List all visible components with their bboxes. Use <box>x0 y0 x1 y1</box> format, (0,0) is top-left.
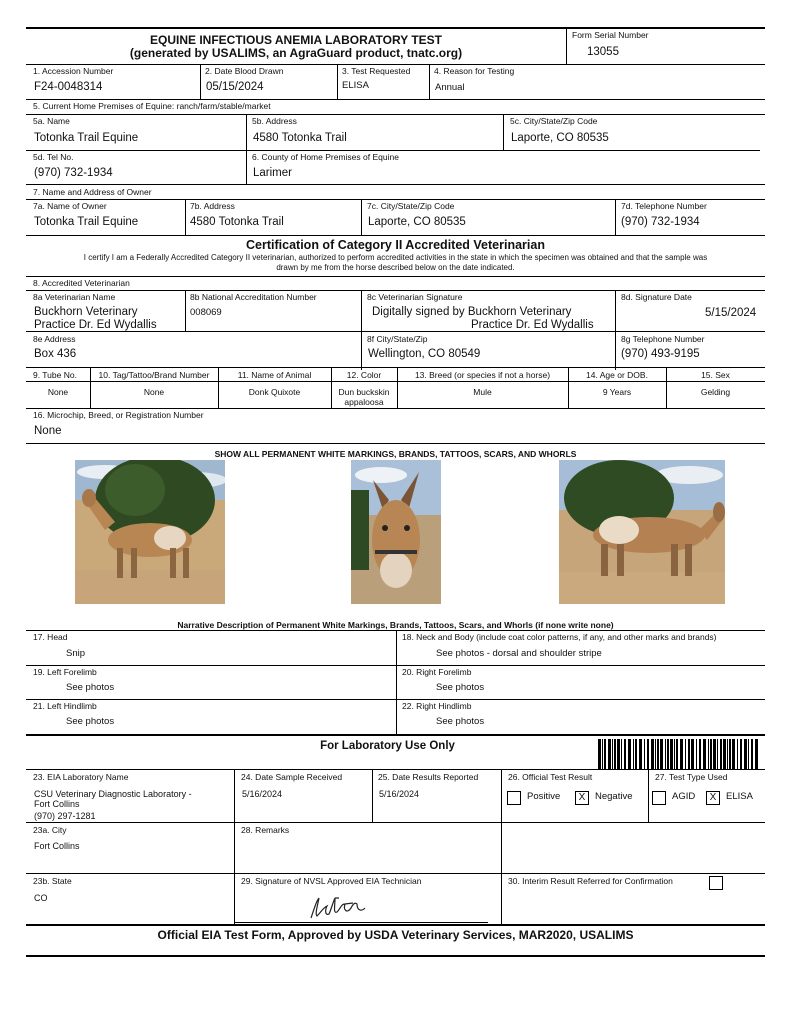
reason-value: Annual <box>435 82 465 93</box>
agid-checkbox[interactable] <box>652 791 666 805</box>
vet-name-label: 8a Veterinarian Name <box>33 292 116 302</box>
reported-label: 25. Date Results Reported <box>378 772 479 782</box>
lab-name-label: 23. EIA Laboratory Name <box>33 772 129 782</box>
animal-name-value: Donk Quixote <box>248 387 301 397</box>
left-forelimb-value: See photos <box>66 682 115 693</box>
vet-signature-label: 8c Veterinarian Signature <box>367 292 463 302</box>
certification-text-2: drawn by me from the horse described below on the date indicated. <box>276 263 515 272</box>
accession-label: 1. Accession Number <box>33 66 114 76</box>
accession-value: F24-0048314 <box>34 81 103 93</box>
county-label: 6. County of Home Premises of Equine <box>252 152 399 162</box>
vet-city-value: Wellington, CO 80549 <box>368 348 481 360</box>
left-hindlimb-label: 21. Left Hindlimb <box>33 701 97 711</box>
blood-drawn-value: 05/15/2024 <box>206 81 264 93</box>
vet-name-line2: Practice Dr. Ed Wydallis <box>34 319 157 331</box>
vet-city-label: 8f City/State/Zip <box>367 334 428 344</box>
serial-value: 13055 <box>587 46 619 58</box>
negative-checkbox[interactable]: X <box>575 791 589 805</box>
positive-checkbox[interactable] <box>507 791 521 805</box>
vet-signature-line1: Digitally signed by Buckhorn Veterinary <box>372 306 572 318</box>
color-label: 12. Color <box>346 370 382 380</box>
neck-body-value: See photos - dorsal and shoulder stripe <box>436 648 602 659</box>
animal-name-label: 11. Name of Animal <box>237 370 312 380</box>
age-label: 14. Age or DOB. <box>586 370 648 380</box>
owner-city-label: 7c. City/State/Zip Code <box>367 201 455 211</box>
vet-address-label: 8e Address <box>33 334 76 344</box>
premises-city-label: 5c. City/State/Zip Code <box>510 116 598 126</box>
signature-date-value: 5/15/2024 <box>705 307 757 319</box>
owner-city-value: Laporte, CO 80535 <box>368 216 466 228</box>
right-forelimb-value: See photos <box>436 682 485 693</box>
vet-name-line1: Buckhorn Veterinary <box>34 306 138 318</box>
received-value: 5/16/2024 <box>242 789 283 799</box>
head-value: Snip <box>66 648 86 659</box>
natl-accreditation-label: 8b National Accreditation Number <box>190 292 317 302</box>
interim-checkbox[interactable] <box>709 876 723 890</box>
agid-label: AGID <box>672 791 696 802</box>
breed-value: Mule <box>473 387 492 397</box>
premises-city-value: Laporte, CO 80535 <box>511 132 609 144</box>
lab-city-value: Fort Collins <box>34 841 80 851</box>
vet-phone-value: (970) 493-9195 <box>621 348 700 360</box>
test-requested-value: ELISA <box>342 80 369 91</box>
vet-address-value: Box 436 <box>34 348 77 360</box>
technician-signature <box>305 894 375 922</box>
microchip-value: None <box>34 425 62 437</box>
head-label: 17. Head <box>33 632 68 642</box>
signature-date-label: 8d. Signature Date <box>621 292 692 302</box>
elisa-checkbox[interactable]: X <box>706 791 720 805</box>
horse-photo-right-side <box>559 460 725 604</box>
form-title: EQUINE INFECTIOUS ANEMIA LABORATORY TEST <box>149 33 442 47</box>
right-forelimb-label: 20. Right Forelimb <box>402 667 472 677</box>
microchip-label: 16. Microchip, Breed, or Registration Number <box>33 410 204 420</box>
owner-name-label: 7a. Name of Owner <box>33 201 107 211</box>
owner-section-label: 7. Name and Address of Owner <box>33 187 152 197</box>
premises-tel-value: (970) 732-1934 <box>34 167 113 179</box>
left-forelimb-label: 19. Left Forelimb <box>33 667 97 677</box>
lab-state-label: 23b. State <box>33 876 72 886</box>
barcode-icon <box>598 739 758 769</box>
horse-photo-front <box>351 460 441 604</box>
lab-state-value: CO <box>34 893 48 903</box>
test-type-label: 27. Test Type Used <box>655 772 728 782</box>
tube-value: None <box>47 387 69 397</box>
horse-photo-left-side <box>75 460 225 604</box>
left-hindlimb-value: See photos <box>66 716 115 727</box>
nvsl-signature-label: 29. Signature of NVSL Approved EIA Technician <box>241 876 422 886</box>
lab-name-line1: CSU Veterinary Diagnostic Laboratory - <box>34 789 192 799</box>
blood-drawn-label: 2. Date Blood Drawn <box>205 66 284 76</box>
premises-address-label: 5b. Address <box>252 116 297 126</box>
natl-accreditation-value: 008069 <box>190 307 222 318</box>
premises-address-value: 4580 Totonka Trail <box>253 132 347 144</box>
lab-phone: (970) 297-1281 <box>34 811 96 821</box>
result-label: 26. Official Test Result <box>508 772 593 782</box>
owner-phone-label: 7d. Telephone Number <box>621 201 707 211</box>
owner-address-label: 7b. Address <box>190 201 235 211</box>
vet-section-label: 8. Accredited Veterinarian <box>33 278 130 288</box>
tag-label: 10. Tag/Tattoo/Brand Number <box>98 370 210 380</box>
color-line2: appaloosa <box>344 397 384 407</box>
vet-signature-line2: Practice Dr. Ed Wydallis <box>471 319 594 331</box>
received-label: 24. Date Sample Received <box>241 772 343 782</box>
positive-label: Positive <box>527 791 561 802</box>
premises-name-value: Totonka Trail Equine <box>34 132 139 144</box>
premises-section-label: 5. Current Home Premises of Equine: ranch/farm/stable/market <box>33 101 271 111</box>
interim-label: 30. Interim Result Referred for Confirmation <box>508 876 673 886</box>
narrative-heading: Narrative Description of Permanent White Markings, Brands, Tattoos, Scars, and Whorls (if none write none) <box>177 620 614 630</box>
vet-phone-label: 8g Telephone Number <box>621 334 705 344</box>
owner-phone-value: (970) 732-1934 <box>621 216 700 228</box>
elisa-label: ELISA <box>726 791 753 802</box>
owner-name-value: Totonka Trail Equine <box>34 216 139 228</box>
premises-tel-label: 5d. Tel No. <box>33 152 74 162</box>
certification-title: Certification of Category II Accredited Veterinarian <box>246 238 545 252</box>
owner-address-value: 4580 Totonka Trail <box>190 216 284 228</box>
breed-label: 13. Breed (or species if not a horse) <box>414 370 551 380</box>
tag-value: None <box>143 387 165 397</box>
neck-body-label: 18. Neck and Body (include coat color patterns, if any, and other marks and brands) <box>402 632 717 642</box>
age-value: 9 Years <box>602 387 632 397</box>
lab-heading: For Laboratory Use Only <box>320 740 455 752</box>
reported-value: 5/16/2024 <box>379 789 420 799</box>
form-subtitle: (generated by USALIMS, an AgraGuard product, tnatc.org) <box>129 46 463 60</box>
tube-label: 9. Tube No. <box>33 370 77 380</box>
right-hindlimb-label: 22. Right Hindlimb <box>402 701 472 711</box>
premises-name-label: 5a. Name <box>33 116 70 126</box>
certification-text-1: I certify I am a Federally Accredited Category II veterinarian, authorized to perform accredited activities in the state in which the specimen was obtained and that the sample was <box>83 253 708 262</box>
lab-name-line2: Fort Collins <box>34 799 80 809</box>
serial-label: Form Serial Number <box>572 30 649 40</box>
color-line1: Dun buckskin <box>338 387 390 397</box>
county-value: Larimer <box>253 167 292 179</box>
top-rule <box>26 27 765 29</box>
test-requested-label: 3. Test Requested <box>342 66 411 76</box>
negative-label: Negative <box>595 791 633 802</box>
footer-text: Official EIA Test Form, Approved by USDA Veterinary Services, MAR2020, USALIMS <box>157 928 634 942</box>
remarks-label: 28. Remarks <box>241 825 290 835</box>
sex-label: 15. Sex <box>701 370 730 380</box>
reason-label: 4. Reason for Testing <box>434 66 515 76</box>
photos-heading: SHOW ALL PERMANENT WHITE MARKINGS, BRANDS, TATTOOS, SCARS, AND WHORLS <box>214 449 577 459</box>
lab-city-label: 23a. City <box>33 825 67 835</box>
sex-value: Gelding <box>700 387 731 397</box>
right-hindlimb-value: See photos <box>436 716 485 727</box>
